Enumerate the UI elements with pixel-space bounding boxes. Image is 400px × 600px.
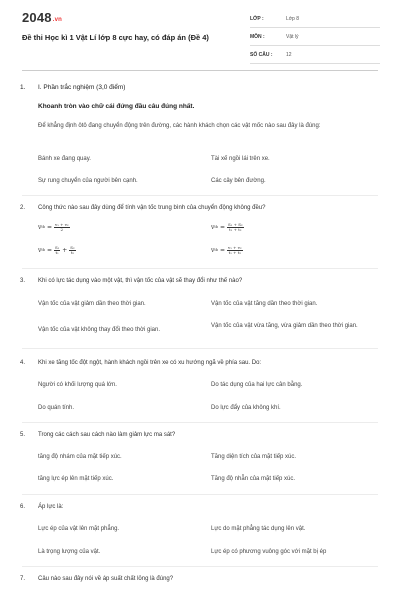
divider <box>22 268 378 269</box>
divider <box>22 348 378 349</box>
denominator: 2 <box>60 227 64 232</box>
option-d[interactable]: Các cây bên đường. <box>211 178 266 184</box>
meta-row-class <box>250 10 380 28</box>
site-logo[interactable] <box>22 10 62 25</box>
fraction <box>54 223 70 232</box>
question-number: 7. <box>20 576 26 582</box>
question-number: 5. <box>20 432 26 438</box>
formula-v: v <box>38 224 42 231</box>
option-a[interactable] <box>38 223 198 233</box>
numerator: v₁ + v₂ <box>54 222 69 227</box>
option-c[interactable]: tăng lực ép lên mặt tiếp xúc. <box>38 476 114 482</box>
fraction <box>227 223 244 232</box>
meta-value: Lớp 8 <box>286 15 300 22</box>
formula: v tb = $\frac{\text{S₁ + S₂}}{\text{t₁ + t₂}}$ <box>211 222 243 232</box>
instruction: Khoanh tròn vào chữ cái đứng đầu câu đúng nhất. <box>38 103 195 110</box>
denominator: t₂ <box>70 250 75 255</box>
meta-row-subject <box>250 28 380 46</box>
option-c[interactable]: Là trọng lượng của vật. <box>38 549 101 555</box>
formula-v: v <box>211 224 215 231</box>
option-b[interactable] <box>211 223 371 233</box>
fraction <box>54 246 60 255</box>
option-d[interactable]: Do lực đẩy của không khí. <box>211 405 281 411</box>
page-title: Đề thi Học kì 1 Vật Lí lớp 8 cực hay, có đáp án (Đề 4) <box>22 33 209 42</box>
numerator: S₁ + S₂ <box>227 222 243 227</box>
question-text: Công thức nào sau đây dùng để tính vận tốc trung bình của chuyển động không đều? <box>38 205 266 211</box>
formula-v: v <box>211 247 215 254</box>
formula: v tb = $\frac{\text{S₁}}{\text{t₁}}$ + $\frac{\text{S₂}}{\text{t₂}}$ <box>38 245 75 255</box>
meta-value: 12 <box>286 51 292 58</box>
question-number: 3. <box>20 278 26 284</box>
option-d[interactable] <box>211 246 371 256</box>
formula-v: v <box>38 247 42 254</box>
divider <box>22 566 378 567</box>
section-heading <box>20 84 125 91</box>
question-text: Áp lực là: <box>38 504 64 510</box>
question-number: 1. <box>20 84 26 91</box>
option-a[interactable]: Vận tốc của vật giảm dần theo thời gian. <box>38 301 146 307</box>
option-b[interactable]: Tài xế ngồi lái trên xe. <box>211 156 270 162</box>
question-3 <box>20 278 380 284</box>
meta-row-count <box>250 46 380 64</box>
question-2 <box>20 205 380 211</box>
meta-label: SỐ CÂU : <box>250 51 273 58</box>
divider <box>22 494 378 495</box>
logo-suffix: .vn <box>52 17 63 23</box>
question-text: Để khẳng định ôtô đang chuyển động trên đường, các hành khách chọn các vật mốc nào sau đây là đúng: <box>38 123 321 129</box>
option-c[interactable]: Vận tốc của vật không thay đổi theo thời gian. <box>38 327 161 333</box>
question-7 <box>20 576 380 582</box>
question-number: 4. <box>20 360 26 366</box>
fraction <box>69 246 75 255</box>
divider <box>22 195 378 196</box>
option-a[interactable]: Người có khối lượng quá lớn. <box>38 382 117 388</box>
question-5 <box>20 432 380 438</box>
formula-sub: tb <box>214 225 219 229</box>
option-d[interactable]: Tăng độ nhẵn của mặt tiếp xúc. <box>211 476 296 482</box>
question-text: Câu nào sau đây nói về áp suất chất lỏng là đúng? <box>38 576 174 582</box>
question-text: Khi xe tăng tốc đột ngột, hành khách ngồi trên xe có xu hướng ngã về phía sau. Do: <box>38 360 262 366</box>
meta-label: LỚP : <box>250 15 264 22</box>
question-6 <box>20 504 380 510</box>
option-d[interactable]: Vận tốc của vật vừa tăng, vừa giảm dần theo thời gian. <box>211 323 358 329</box>
option-b[interactable]: Vận tốc của vật tăng dần theo thời gian. <box>211 301 318 307</box>
formula-sub: tb <box>214 248 219 252</box>
header-divider <box>22 70 378 71</box>
denominator: t₁ + t₂ <box>228 250 241 255</box>
question-text: Trong các cách sau cách nào làm giảm lực ma sát? <box>38 432 176 438</box>
option-c[interactable]: Sự rung chuyển của người bên cạnh. <box>38 178 138 184</box>
option-b[interactable]: Tăng diện tích của mặt tiếp xúc. <box>211 454 297 460</box>
formula: v tb = $\frac{\text{v₁ + v₂}}{2}$ <box>38 222 69 232</box>
formula-sub: tb <box>41 248 46 252</box>
denominator: t₁ + t₂ <box>229 227 242 232</box>
meta-value: Vật lý <box>286 33 299 40</box>
numerator: S₁ <box>54 245 60 250</box>
meta-panel <box>250 10 380 64</box>
question-number: 6. <box>20 504 26 510</box>
meta-label: MÔN : <box>250 33 265 40</box>
divider <box>22 422 378 423</box>
option-c[interactable] <box>38 246 198 256</box>
formula: v tb = $\frac{\text{v₁ + v₂}}{\text{t₁ + t₂}}$ <box>211 245 242 255</box>
option-d[interactable]: Lực ép có phương vuông góc với mặt bị ép <box>211 549 327 555</box>
numerator: v₁ + v₂ <box>227 245 242 250</box>
fraction <box>227 246 243 255</box>
option-c[interactable]: Do quán tính. <box>38 405 75 411</box>
numerator: S₂ <box>70 245 75 250</box>
section-title: I. Phần trắc nghiệm (3,0 điểm) <box>38 84 126 91</box>
option-a[interactable]: tăng độ nhám của mặt tiếp xúc. <box>38 454 122 460</box>
question-text: Khi có lực tác dụng vào một vật, thì vận tốc của vật sẽ thay đổi như thế nào? <box>38 278 243 284</box>
denominator: t₁ <box>55 250 59 255</box>
option-a[interactable]: Lực ép của vật lên mặt phẳng. <box>38 526 120 532</box>
option-b[interactable]: Do tác dụng của hai lực cân bằng. <box>211 382 303 388</box>
formula-sub: tb <box>41 225 46 229</box>
option-a[interactable]: Bánh xe đang quay. <box>38 156 91 162</box>
header <box>0 0 400 70</box>
question-number: 2. <box>20 205 26 211</box>
logo-text: 2048 <box>22 10 52 25</box>
question-4 <box>20 360 380 366</box>
option-b[interactable]: Lực do mặt phẳng tác dụng lên vật. <box>211 526 306 532</box>
